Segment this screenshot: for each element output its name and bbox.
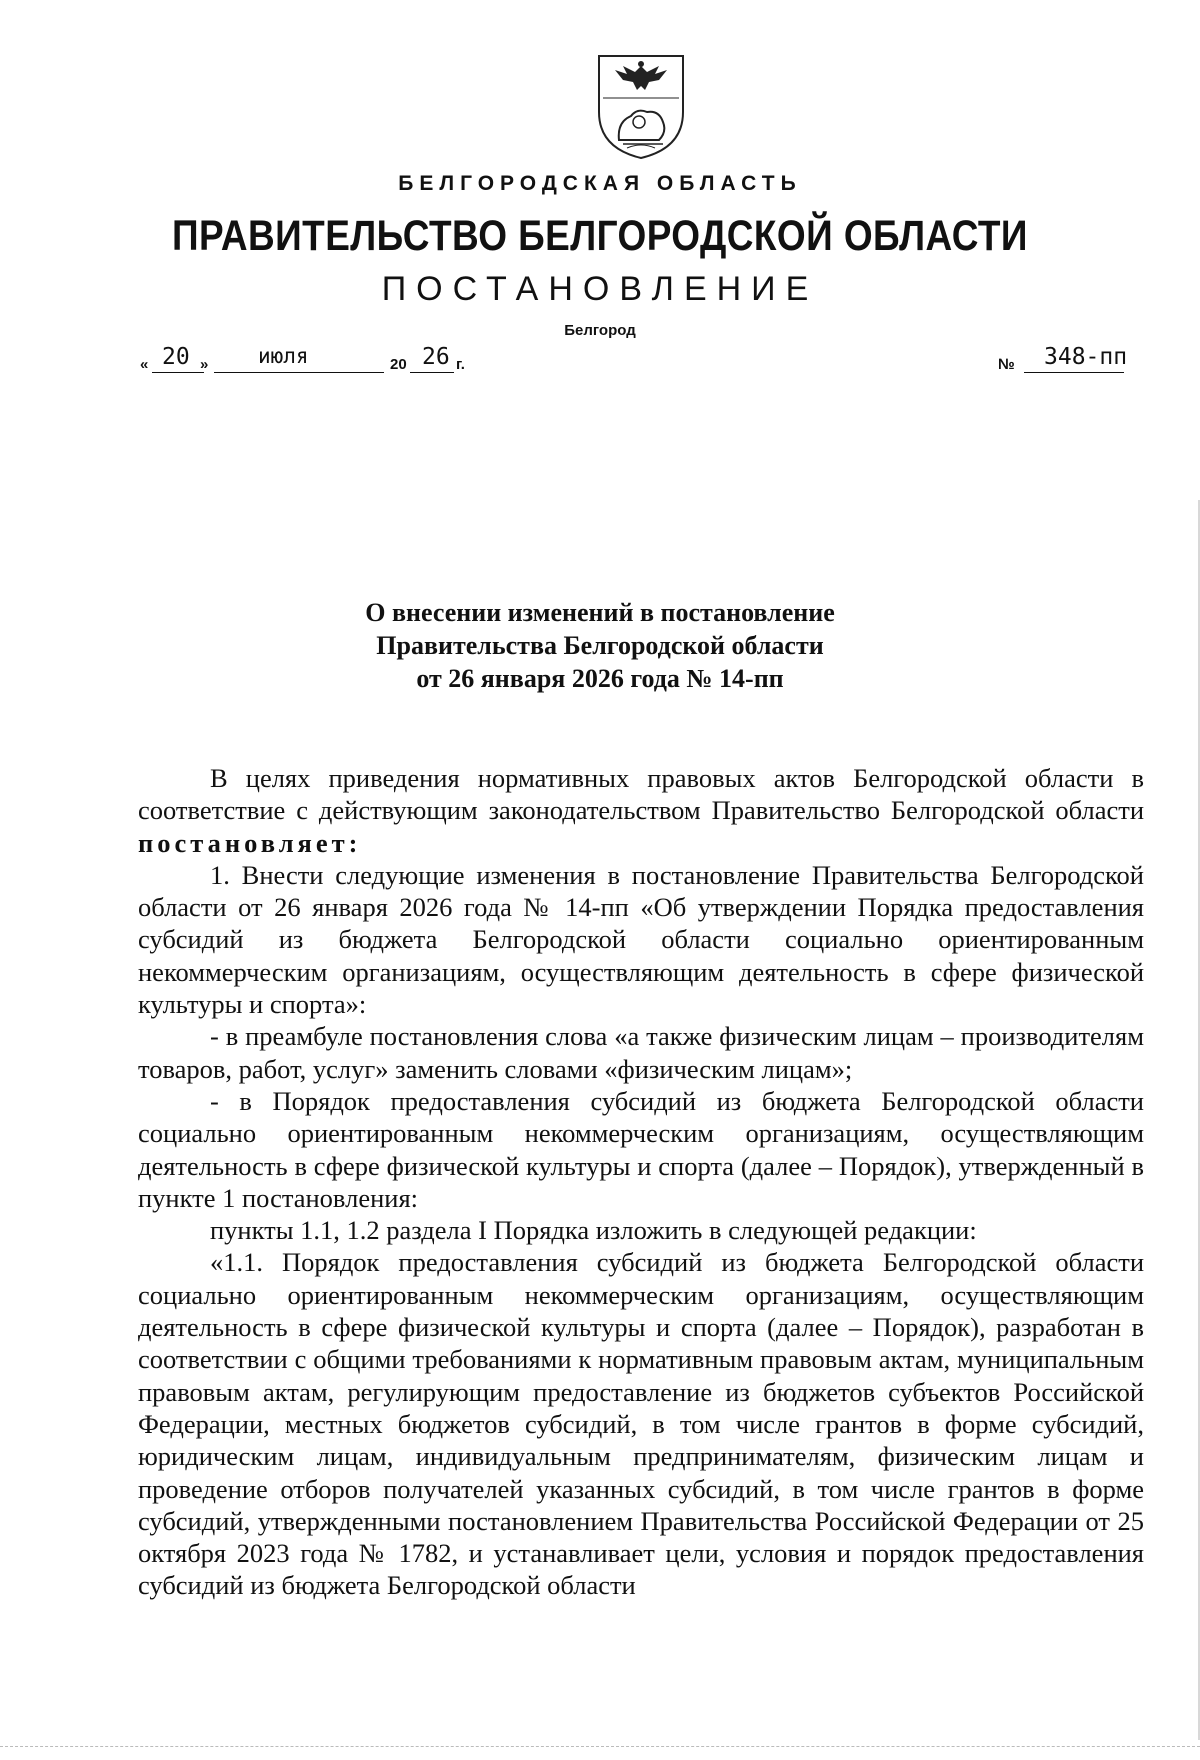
paragraph-points-intro: пункты 1.1, 1.2 раздела I Порядка изложить в следующей редакции: [210,1215,977,1246]
resolution-word: постановляет: [138,827,362,858]
title-line-1: О внесении изменений в постановление [365,598,835,627]
month-underline [214,372,384,373]
government-name: ПРАВИТЕЛЬСТВО БЕЛГОРОДСКОЙ ОБЛАСТИ [172,212,1028,260]
year-underline [410,372,454,373]
document-type: ПОСТАНОВЛЕНИЕ [381,270,819,308]
paragraph-point-1-1: «1.1. Порядок предоставления субсидий из бюджета Белгородской области социально ориентированным некоммерческим организациям, осуществляющим деятельность в сфере физической культуры и спорта (далее – Порядок), разработан в соответствии с общими требованиями к нормативным правовым актам, муниципальным правовым актам, регулирующим предоставление из бюджетов субъектов Российской Федерации, местных бюджетов субсидий, в том числе грантов в форме субсидий, юридическим лицам, индивидуальным предпринимателям, физическим лицам и проведение отборов получателей указанных субсидий, в том числе грантов в форме субсидий, утвержденными постановлением Правительства Российской Федерации от 25 октября 2023 года № 1782, и устанавливает цели, условия и порядок предоставления субсидий из бюджета Белгородской области [138,1247,1144,1601]
document-number: 348-пп [1044,344,1128,370]
coat-of-arms-emblem [593,52,689,162]
date-day: 20 [162,344,190,370]
document-title [0,596,1200,695]
preamble-text: В целях приведения нормативных правовых актов Белгородской области в соответствие с действующим законодательством Правительство Белгородской области [138,763,1144,826]
region-name: БЕЛГОРОДСКАЯ ОБЛАСТЬ [398,172,802,195]
date-open-quote: « [140,356,149,373]
scan-bottom-line [0,1746,1200,1748]
paragraph-order-change: - в Порядок предоставления субсидий из бюджета Белгородской области социально ориентированным некоммерческим организациям, осуществляющим деятельность в сфере физической культуры и спорта (далее – Порядок), утвержденный в пункте 1 постановления: [138,1085,1144,1213]
number-label: № [998,356,1015,373]
date-year-suffix: г. [456,356,465,373]
city-name: Белгород [564,322,636,339]
paragraph-preamble-change: - в преамбуле постановления слова «а также физическим лицам – производителям товаров, работ, услуг» заменить словами «физическим лицам»; [138,1021,1144,1084]
paragraph-item-1: 1. Внести следующие изменения в постановление Правительства Белгородской области от 26 января 2026 года № 14-пп «Об утверждении Порядка предоставления субсидий из бюджета Белгородской области социально ориентированным некоммерческим организациям, осуществляющим деятельность в сфере физической культуры и спорта»: [138,859,1144,1020]
title-line-2: Правительства Белгородской области [376,631,824,660]
date-month: июля [258,344,309,368]
date-year: 26 [422,344,450,370]
number-underline [1024,372,1124,373]
date-close-quote: » [200,356,209,373]
title-line-3: от 26 января 2026 года № 14-пп [416,664,784,693]
day-underline [152,372,204,373]
date-year-prefix: 20 [390,356,407,373]
date-number-line [140,342,1140,378]
document-body [138,762,1144,1602]
paragraph-preamble [138,762,1144,859]
